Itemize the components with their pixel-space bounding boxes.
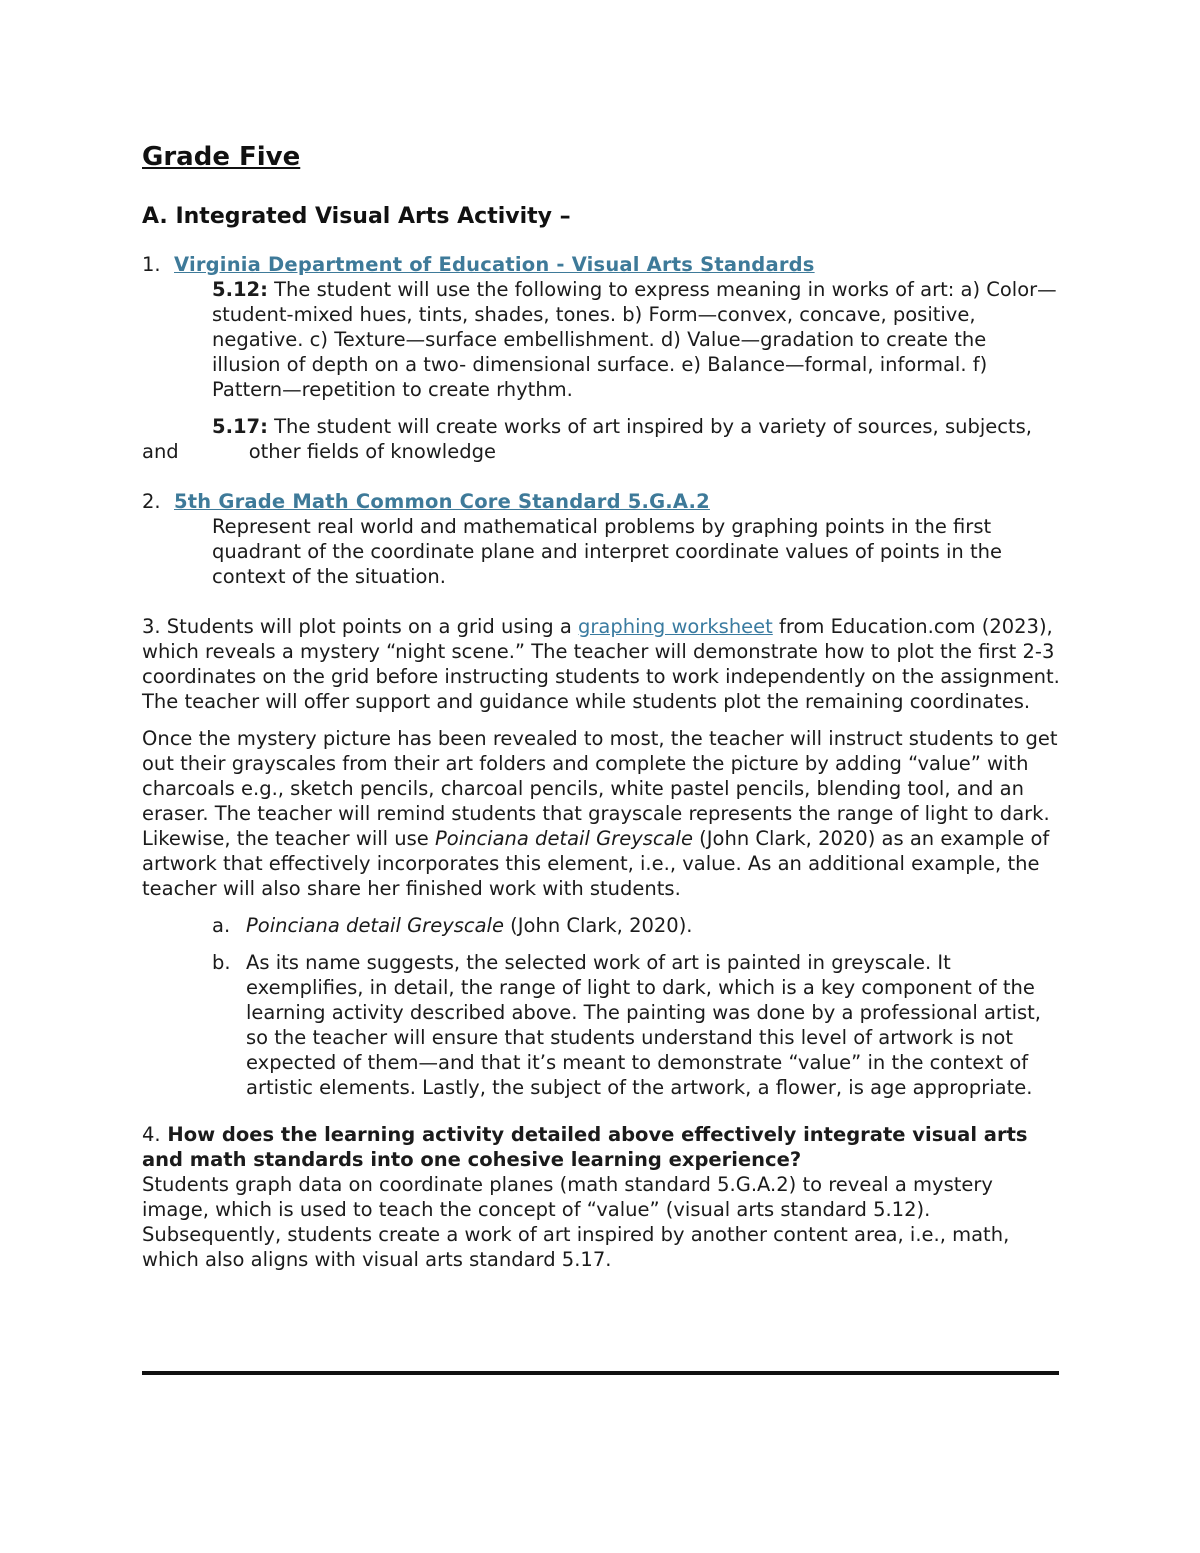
item-3-paragraph-2	[142, 726, 1060, 901]
standard-5-12	[142, 277, 1060, 402]
para2-before: Once the mystery picture has been revealed to most, the teacher will instruct students to get out their grayscales from their art folders and complete the picture by adding “value” with charcoals e.g., sketch pencils, charcoal pencils, white pastel pencils, blending tool, and an eraser. The teacher will remind students that grayscale represents the range of light to dark. Likewise, the teacher will use	[142, 727, 1058, 850]
item-4-question	[142, 1122, 1060, 1172]
standard-5-17-label: 5.17:	[212, 415, 268, 438]
standard-5-17-text: The student will create works of art inspired by a variety of sources, subjects, and	[142, 415, 1032, 463]
item-2-number: 2.	[142, 490, 161, 513]
standard-5-17	[142, 414, 1060, 464]
item-3-number: 3.	[142, 615, 161, 638]
artwork-title: Poinciana detail Greyscale	[435, 827, 693, 850]
item-4-question-text: How does the learning activity detailed above effectively integrate visual arts and math standards into one cohesive learning experience?	[142, 1123, 1028, 1171]
sub-item-a-title: Poinciana detail Greyscale	[246, 914, 504, 937]
item-2	[142, 489, 1060, 589]
section-heading: A. Integrated Visual Arts Activity –	[142, 204, 571, 229]
sub-item-a-label: a.	[212, 914, 231, 937]
para2-after: (John Clark, 2020) as an example of artwork that effectively incorporates this element, i.e., value. As an additional example, the teacher will also share her finished work with students.	[142, 827, 1050, 900]
sub-item-a	[142, 913, 1060, 938]
item-4	[142, 1122, 1060, 1272]
item-4-answer: Students graph data on coordinate planes (math standard 5.G.A.2) to reveal a mystery image, which is used to teach the concept of “value” (visual arts standard 5.12). Subsequently, students create a work of art inspired by another content area, i.e., math, which also aligns with visual arts standard 5.17.	[142, 1173, 1010, 1271]
va-standards-link[interactable]: Virginia Department of Education - Visual Arts Standards	[174, 253, 815, 276]
sub-item-b-label: b.	[212, 951, 231, 974]
item-3-text-before: Students will plot points on a grid using a	[160, 615, 579, 638]
page-title: Grade Five	[142, 142, 301, 172]
item-4-number: 4.	[142, 1123, 161, 1146]
document-page	[142, 138, 1060, 1272]
item-1-number: 1.	[142, 253, 161, 276]
sub-item-b-text: As its name suggests, the selected work of art is painted in greyscale. It exemplifies, in detail, the range of light to dark, which is a key component of the learning activity described above. The painting was done by a professional artist, so the teacher will ensure that students understand this level of artwork is not expected of them—and that it’s meant to demonstrate “value” in the context of artistic elements. Lastly, the subject of the artwork, a flower, is age appropriate.	[246, 951, 1041, 1099]
item-3	[142, 614, 1060, 1100]
math-standard-link[interactable]: 5th Grade Math Common Core Standard 5.G.A.2	[174, 490, 710, 513]
horizontal-rule	[142, 1371, 1059, 1375]
item-3-paragraph-1	[142, 614, 1060, 714]
item-3-text-after: from Education.com (2023), which reveals a mystery “night scene.” The teacher will demonstrate how to plot the first 2-3 coordinates on the grid before instructing students to work independently on the assignment. The teacher will offer support and guidance while students plot the remaining coordinates.	[142, 615, 1060, 713]
math-standard-text: Represent real world and mathematical problems by graphing points in the first quadrant of the coordinate plane and interpret coordinate values of points in the context of the situation.	[212, 515, 1002, 588]
standard-5-12-label: 5.12:	[212, 278, 268, 301]
standard-5-17-text-b: other fields of knowledge	[248, 440, 496, 463]
sub-item-a-text: (John Clark, 2020).	[503, 914, 693, 937]
graphing-worksheet-link[interactable]: graphing worksheet	[578, 615, 773, 638]
standard-5-12-text: The student will use the following to express meaning in works of art: a) Color—student-mixed hues, tints, shades, tones. b) Form—convex, concave, positive, negative. c) Texture—surface embellishment. d) Value—gradation to create the illusion of depth on a two- dimensional surface. e) Balance—formal, informal. f) Pattern—repetition to create rhythm.	[212, 278, 1057, 401]
item-1	[142, 252, 1060, 464]
sub-item-b	[142, 950, 1060, 1100]
